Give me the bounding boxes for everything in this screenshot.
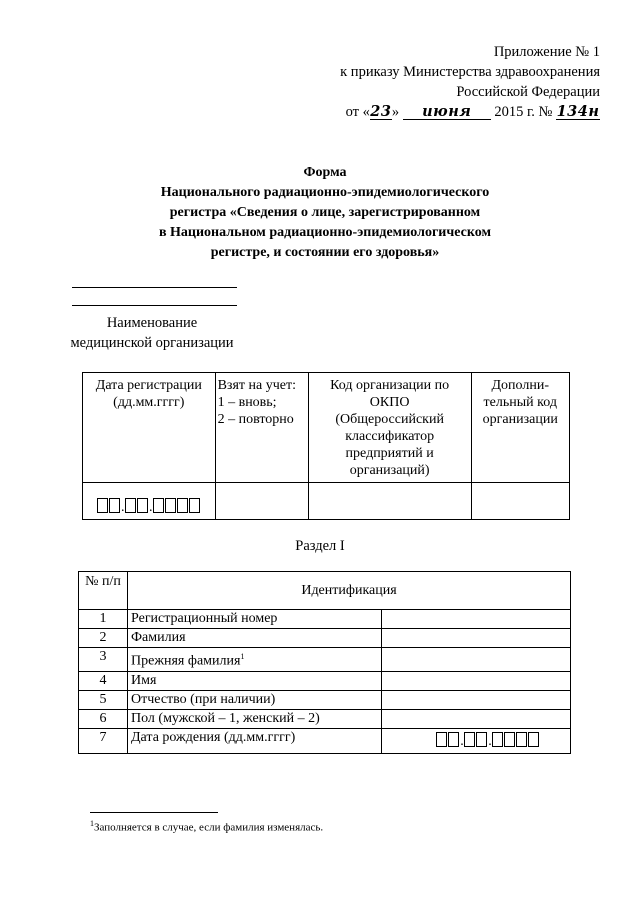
taken-input[interactable] <box>215 483 308 520</box>
org-name-label-2: медицинской организации <box>70 335 234 351</box>
org-name-blank-1[interactable] <box>72 287 237 288</box>
reg-date-input[interactable]: . . <box>83 483 216 520</box>
identification-table <box>78 571 571 754</box>
row-num: 2 <box>79 629 128 648</box>
row-label: Регистрационный номер <box>128 610 382 629</box>
footnote-mark: 1 <box>90 819 94 828</box>
registration-table <box>82 372 570 520</box>
extra-code-input[interactable] <box>471 483 570 520</box>
form-title-line-1: Национального радиационно-эпидемиологического <box>160 185 490 200</box>
footnote-ref: 1 <box>240 652 245 661</box>
annex-day: 23 <box>370 103 392 120</box>
row-value-input[interactable] <box>382 709 571 728</box>
row-value-input[interactable] <box>382 671 571 690</box>
annex-line-3: Российской Федерации <box>456 84 600 100</box>
row-num: 3 <box>79 648 128 672</box>
reg-date-header: Дата регистрации (дд.мм.гггг) <box>83 373 216 483</box>
row-label: Отчество (при наличии) <box>128 690 382 709</box>
annex-quote-close: » <box>391 104 400 120</box>
form-title-line-4: регистре, и состоянии его здоровья» <box>210 245 440 260</box>
okpo-input[interactable] <box>308 483 471 520</box>
header-num: № п/п <box>79 572 128 610</box>
form-title <box>120 163 530 263</box>
annex-month: июня <box>403 104 491 120</box>
form-title-word: Форма <box>303 165 347 180</box>
org-name-blank-2[interactable] <box>72 305 237 306</box>
row-num: 6 <box>79 709 128 728</box>
row-value-input[interactable] <box>382 648 571 672</box>
row-num: 4 <box>79 671 128 690</box>
org-name-label <box>62 313 242 353</box>
header-identification: Идентификация <box>128 572 571 610</box>
row-num: 5 <box>79 690 128 709</box>
row-value-input[interactable] <box>382 629 571 648</box>
form-title-line-2: регистра «Сведения о лице, зарегистрированном <box>169 205 481 220</box>
form-title-line-3: в Национальном радиационно-эпидемиологическом <box>158 225 492 240</box>
footnote <box>90 819 323 834</box>
org-name-label-1: Наименование <box>106 315 198 331</box>
row-num: 1 <box>79 610 128 629</box>
row-value-input[interactable] <box>382 610 571 629</box>
section-title: Раздел I <box>295 538 345 554</box>
annex-header <box>300 42 600 122</box>
birth-date-input[interactable]: . . <box>382 728 571 753</box>
annex-from: от « <box>345 104 370 120</box>
row-label: Прежняя фамилия$^1$ <box>128 648 382 672</box>
annex-year: 2015 г. № <box>494 104 553 120</box>
okpo-header: Код организации по ОКПО (Общероссийский классификатор предприятий и организаций) <box>308 373 471 483</box>
row-num: 7 <box>79 728 128 753</box>
footnote-text: Заполняется в случае, если фамилия изменялась. <box>94 821 324 834</box>
footnote-divider <box>90 812 218 813</box>
row-label: Имя <box>128 671 382 690</box>
annex-line-1: Приложение № 1 <box>493 44 600 60</box>
annex-line-2: к приказу Министерства здравоохранения <box>340 64 600 80</box>
row-label: Фамилия <box>128 629 382 648</box>
row-label: Пол (мужской – 1, женский – 2) <box>128 709 382 728</box>
row-value-input[interactable] <box>382 690 571 709</box>
row-label: Дата рождения (дд.мм.гггг) <box>128 728 382 753</box>
taken-header: Взят на учет: 1 – вновь; 2 – повторно <box>215 373 308 483</box>
extra-code-header: Дополни-тельный код организации <box>471 373 570 483</box>
annex-number: 134н <box>556 103 600 120</box>
annex-order-line <box>300 102 600 122</box>
